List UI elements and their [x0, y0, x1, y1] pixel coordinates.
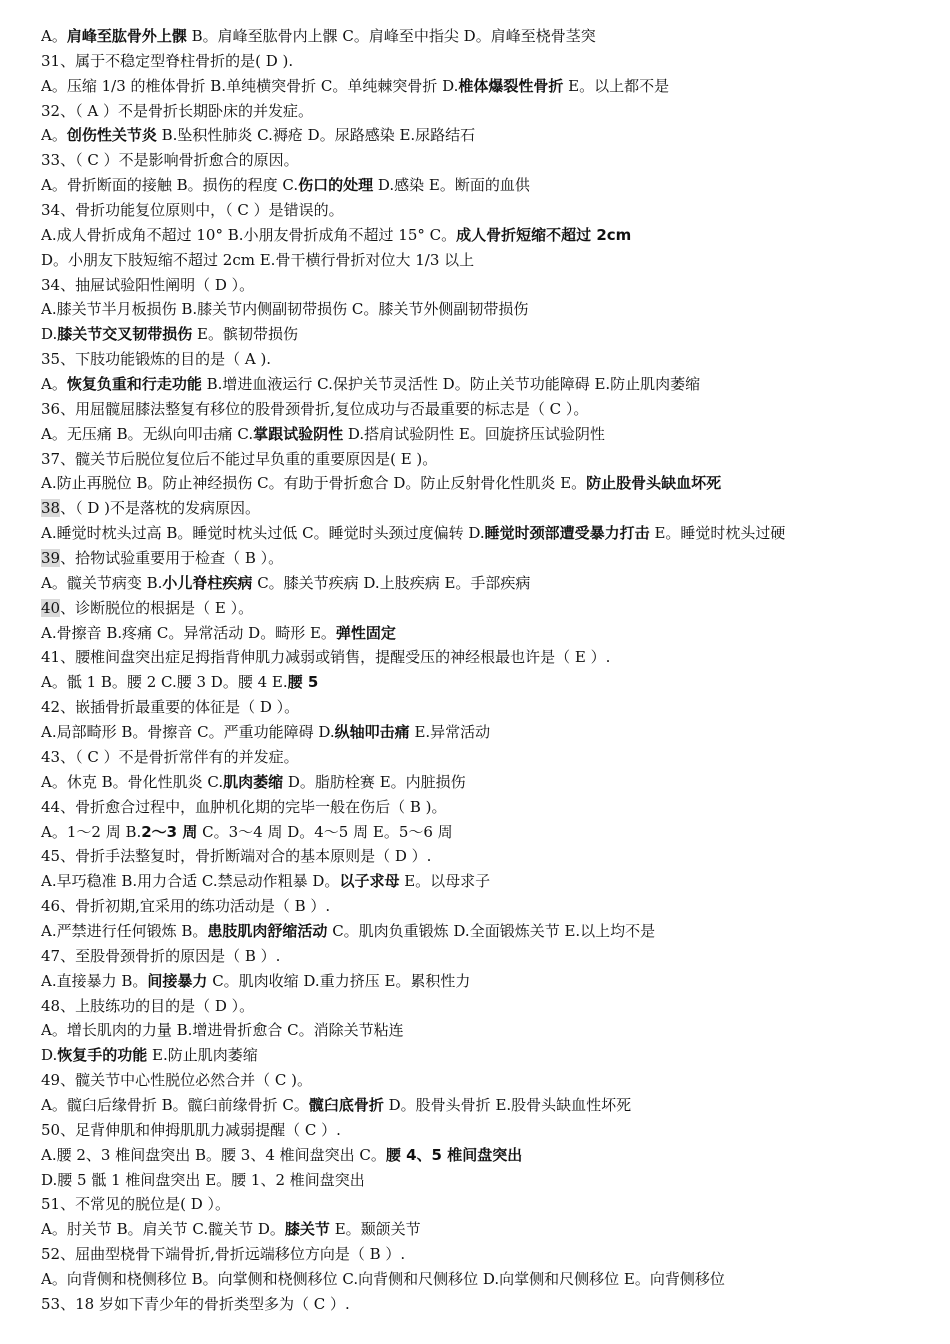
- answer-text: 恢复手的功能: [57, 1046, 148, 1065]
- question-line: [41, 1192, 930, 1217]
- answer-text: 膝关节交叉韧带损伤: [57, 325, 193, 344]
- text-segment: 43、（ C ）不是骨折常伴有的并发症。: [41, 747, 299, 766]
- text-segment: D。脂肪栓赛 E。内脏损伤: [283, 772, 466, 791]
- question-line: [41, 496, 930, 521]
- text-segment: 49、髋关节中心性脱位必然合并（ C )。: [41, 1071, 312, 1090]
- options-line: [41, 123, 930, 148]
- question-line: [41, 397, 930, 422]
- text-segment: 34、抽屉试验阳性阐明（ D ）。: [41, 275, 255, 294]
- highlighted-number: 40: [41, 598, 61, 617]
- question-line: [41, 695, 930, 720]
- text-segment: 35、下肢功能锻炼的目的是（ A ).: [41, 350, 272, 369]
- text-segment: A。1～2 周 B.: [41, 822, 142, 841]
- question-line: [41, 645, 930, 670]
- text-segment: E。颞颌关节: [329, 1220, 421, 1239]
- text-segment: A.防止再脱位 B。防止神经损伤 C。有助于骨折愈合 D。防止反射骨化性肌炎 E。: [41, 474, 587, 493]
- answer-text: 弹性固定: [335, 623, 396, 642]
- text-segment: E。睡觉时枕头过硬: [649, 524, 786, 543]
- text-segment: A。骶 1 B。腰 2 C.腰 3 D。腰 4 E.: [41, 673, 288, 692]
- options-line: [41, 919, 930, 944]
- text-segment: B。肩峰至肱骨内上髁 C。肩峰至中指尖 D。肩峰至桡骨茎突: [186, 27, 596, 45]
- answer-text: 膝关节: [284, 1220, 330, 1239]
- options-line: [41, 248, 930, 273]
- question-line: [41, 844, 930, 869]
- options-line: [41, 1143, 930, 1168]
- text-segment: 32、（ A ）不是骨折长期卧床的并发症。: [41, 101, 313, 120]
- text-segment: A。骨折断面的接触 B。损伤的程度 C.: [41, 176, 299, 195]
- text-segment: C。3～4 周 D。4～5 周 E。5～6 周: [197, 822, 453, 841]
- options-line: [41, 1093, 930, 1118]
- text-segment: 53、18 岁如下青少年的骨折类型多为（ C ）.: [41, 1294, 350, 1313]
- options-line: [41, 1018, 930, 1043]
- options-line: [41, 621, 930, 646]
- text-segment: A.严禁进行任何锻炼 B。: [41, 921, 208, 940]
- highlighted-number: 39: [41, 549, 61, 568]
- options-line: [41, 24, 930, 49]
- options-line: [41, 869, 930, 894]
- question-line: [41, 198, 930, 223]
- options-line: [41, 471, 930, 496]
- options-line: [41, 1043, 930, 1068]
- text-segment: 36、用屈髋屈膝法整复有移位的股骨颈骨折,复位成功与否最重要的标志是（ C ）。: [41, 399, 589, 418]
- text-segment: A.成人骨折成角不超过 10° B.小朋友骨折成角不超过 15° C。: [41, 225, 457, 244]
- text-segment: D.感染 E。断面的血供: [373, 176, 530, 195]
- answer-text: 防止股骨头缺血坏死: [586, 474, 722, 493]
- options-line: [41, 1217, 930, 1242]
- options-line: [41, 223, 930, 248]
- text-segment: 、拾物试验重要用于检查（ B ）。: [60, 549, 284, 568]
- text-segment: A。: [41, 126, 67, 145]
- options-line: [41, 173, 930, 198]
- answer-text: 椎体爆裂性骨折: [458, 76, 564, 95]
- answer-text: 掌跟试验阴性: [253, 424, 344, 443]
- text-segment: D.腰 5 骶 1 椎间盘突出 E。腰 1、2 椎间盘突出: [41, 1170, 365, 1189]
- answer-text: 2～3 周: [141, 822, 198, 841]
- answer-text: 创伤性关节炎: [66, 126, 157, 145]
- text-segment: A。向背侧和桡侧移位 B。向掌侧和桡侧移位 C.向背侧和尺侧移位 D.向掌侧和尺侧移位 E。向背侧移位: [41, 1269, 725, 1288]
- text-segment: E。以母求子: [399, 872, 491, 891]
- text-segment: E。以上都不是: [563, 76, 670, 95]
- answer-text: 髋臼底骨折: [308, 1095, 384, 1114]
- text-segment: A。: [41, 375, 67, 394]
- question-line: [41, 1242, 930, 1267]
- text-segment: 46、骨折初期,宜采用的练功活动是（ B ）.: [41, 897, 331, 916]
- text-segment: 47、至股骨颈骨折的原因是（ B ）.: [41, 946, 281, 965]
- text-segment: A。髋臼后缘骨折 B。髋臼前缘骨折 C。: [41, 1095, 309, 1114]
- text-segment: A。肘关节 B。肩关节 C.髋关节 D。: [41, 1220, 285, 1239]
- text-segment: 44、骨折愈合过程中，血肿机化期的完毕一般在伤后（ B )。: [41, 797, 447, 816]
- text-segment: 41、腰椎间盘突出症足拇指背伸肌力减弱或销售，提醒受压的神经根最也许是（ E ）.: [41, 648, 611, 667]
- text-segment: A。压缩 1/3 的椎体骨折 B.单纯横突骨折 C。单纯棘突骨折 D.: [41, 76, 459, 95]
- text-segment: 50、足背伸肌和伸拇肌肌力减弱提醒（ C ）.: [41, 1120, 341, 1139]
- options-line: [41, 1267, 930, 1292]
- answer-text: 腰 4、5 椎间盘突出: [385, 1145, 523, 1164]
- answer-text: 间接暴力: [147, 971, 208, 990]
- question-line: [41, 148, 930, 173]
- question-line: [41, 944, 930, 969]
- text-segment: A.睡觉时枕头过高 B。睡觉时枕头过低 C。睡觉时头颈过度偏转 D.: [41, 524, 485, 543]
- highlighted-number: 38: [41, 499, 61, 518]
- text-segment: D.搭肩试验阴性 E。回旋挤压试验阴性: [343, 424, 605, 443]
- answer-text: 恢复负重和行走功能: [66, 375, 202, 394]
- answer-text: 以子求母: [339, 872, 400, 891]
- text-segment: C。膝关节疾病 D.上肢疾病 E。手部疾病: [252, 573, 531, 592]
- text-segment: D.: [41, 325, 58, 344]
- text-segment: A.膝关节半月板损伤 B.膝关节内侧副韧带损伤 C。膝关节外侧副韧带损伤: [41, 300, 529, 319]
- text-segment: C。肌肉收缩 D.重力挤压 E。累积性力: [207, 971, 471, 990]
- question-line: [41, 1292, 930, 1317]
- question-line: [41, 894, 930, 919]
- text-segment: 31、属于不稳定型脊柱骨折的是( D ).: [41, 51, 294, 70]
- text-segment: A.骨擦音 B.疼痛 C。异常活动 D。畸形 E。: [41, 623, 336, 642]
- options-line: [41, 670, 930, 695]
- answer-text: 患肢肌肉舒缩活动: [207, 921, 328, 940]
- text-segment: A.腰 2、3 椎间盘突出 B。腰 3、4 椎间盘突出 C。: [41, 1145, 386, 1164]
- text-segment: E。髌韧带损伤: [192, 325, 298, 344]
- text-segment: D。小朋友下肢短缩不超过 2cm E.骨干横行骨折对位大 1/3 以上: [41, 250, 475, 269]
- question-line: [41, 99, 930, 124]
- question-line: [41, 273, 930, 298]
- options-line: [41, 969, 930, 994]
- text-segment: A。休克 B。骨化性肌炎 C.: [41, 772, 224, 791]
- answer-text: 小儿脊柱疾病: [162, 573, 253, 592]
- question-line: [41, 1118, 930, 1143]
- text-segment: B.坠积性肺炎 C.褥疮 D。尿路感染 E.尿路结石: [156, 126, 476, 145]
- question-line: [41, 49, 930, 74]
- text-segment: E.异常活动: [409, 723, 491, 742]
- answer-text: 腰 5: [287, 673, 319, 692]
- question-line: [41, 546, 930, 571]
- options-line: [41, 422, 930, 447]
- question-line: [41, 795, 930, 820]
- question-line: [41, 596, 930, 621]
- options-line: [41, 297, 930, 322]
- text-segment: C。肌肉负重锻炼 D.全面锻炼关节 E.以上均不是: [327, 921, 656, 940]
- answer-text: 睡觉时颈部遭受暴力打击: [484, 524, 650, 543]
- options-line: [41, 322, 930, 347]
- text-segment: 48、上肢练功的目的是（ D ）。: [41, 996, 255, 1015]
- options-line: [41, 372, 930, 397]
- answer-text: 纵轴叩击痛: [334, 723, 410, 742]
- options-line: [41, 720, 930, 745]
- answer-text: 肌肉萎缩: [223, 772, 284, 791]
- question-line: [41, 447, 930, 472]
- question-line: [41, 1068, 930, 1093]
- text-segment: A。髋关节病变 B.: [41, 573, 163, 592]
- text-segment: A。无压痛 B。无纵向叩击痛 C.: [41, 424, 254, 443]
- options-line: [41, 571, 930, 596]
- text-segment: A.局部畸形 B。骨擦音 C。严重功能障碍 D.: [41, 723, 335, 742]
- text-segment: B.增进血液运行 C.保护关节灵活性 D。防止关节功能障碍 E.防止肌肉萎缩: [201, 375, 701, 394]
- question-line: [41, 994, 930, 1019]
- answer-text: 肩峰至肱骨外上髁: [66, 27, 187, 45]
- text-segment: 37、髋关节后脱位复位后不能过早负重的重要原因是( E )。: [41, 449, 438, 468]
- text-segment: 、（ D )不是落枕的发病原因。: [60, 499, 261, 518]
- text-segment: A.早巧稳准 B.用力合适 C.禁忌动作粗暴 D。: [41, 872, 340, 891]
- text-segment: A。增长肌肉的力量 B.增进骨折愈合 C。消除关节粘连: [41, 1021, 404, 1040]
- options-line: [41, 820, 930, 845]
- text-segment: 33、（ C ）不是影响骨折愈合的原因。: [41, 151, 299, 170]
- options-line: [41, 74, 930, 99]
- options-line: [41, 521, 930, 546]
- answer-text: 成人骨折短缩不超过 2cm: [456, 225, 632, 244]
- text-segment: 45、骨折手法整复时，骨折断端对合的基本原则是（ D ）.: [41, 847, 432, 866]
- text-segment: 、诊断脱位的根据是（ E ）。: [60, 598, 254, 617]
- text-segment: 52、屈曲型桡骨下端骨折,骨折远端移位方向是（ B ）.: [41, 1245, 406, 1264]
- question-line: [41, 347, 930, 372]
- text-segment: 34、骨折功能复位原则中，（ C ）是错误的。: [41, 201, 344, 220]
- text-segment: A。: [41, 27, 67, 45]
- options-line: [41, 770, 930, 795]
- text-segment: 42、嵌插骨折最重要的体征是（ D ）。: [41, 698, 300, 717]
- options-line: [41, 1168, 930, 1193]
- text-segment: E.防止肌肉萎缩: [147, 1046, 258, 1065]
- text-segment: D。股骨头骨折 E.股骨头缺血性坏死: [383, 1095, 632, 1114]
- answer-text: 伤口的处理: [298, 176, 374, 195]
- question-line: [41, 745, 930, 770]
- text-segment: 51、不常见的脱位是( D ）。: [41, 1195, 231, 1214]
- text-segment: A.直接暴力 B。: [41, 971, 148, 990]
- text-segment: D.: [41, 1046, 58, 1065]
